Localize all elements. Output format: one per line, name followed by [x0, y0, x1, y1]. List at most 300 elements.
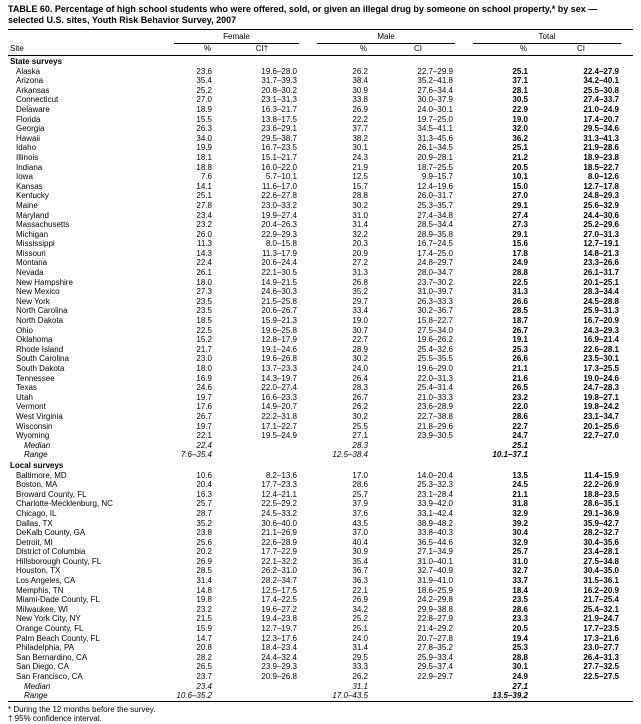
- female-pct-cell: 19.7: [196, 421, 212, 431]
- female-pct-cell: 16.9: [196, 373, 212, 383]
- total-pct-cell: 27.3: [512, 220, 528, 230]
- male-ci-cell: 22.8–27.9: [417, 614, 453, 624]
- column-group-row: [8, 30, 633, 45]
- male-pct-cell: 37.9: [352, 499, 368, 509]
- male-pct-cell: 28.9: [352, 344, 368, 354]
- male-pct-cell: 31.3: [352, 268, 368, 278]
- table-row: [8, 528, 633, 538]
- total-ci-cell: 25.2–29.6: [583, 220, 619, 230]
- table-row: [8, 124, 633, 134]
- table-row: [8, 383, 633, 393]
- table-row: [8, 412, 633, 422]
- total-pct-cell: 32.7: [512, 566, 528, 576]
- female-ci-cell: 19.5–24.9: [261, 431, 297, 441]
- female-ci-cell: 19.6–25.8: [261, 325, 297, 335]
- male-ci-cell: 38.9–48.2: [417, 518, 453, 528]
- male-ci-cell: 35.2–41.8: [417, 76, 453, 86]
- male-pct-cell: 28.3: [352, 440, 368, 450]
- total-ci-cell: 17.4–20.7: [583, 114, 619, 124]
- site-cell: San Diego, CA: [16, 662, 69, 672]
- male-pct-cell: 29.7: [352, 296, 368, 306]
- male-ci-cell: 19.7–25.0: [417, 114, 453, 124]
- female-pct-cell: 27.0: [196, 95, 212, 105]
- table-row: [8, 480, 633, 490]
- male-ci-cell: [379, 691, 467, 701]
- female-ci-cell: 12.5–17.5: [261, 585, 297, 595]
- female-pct-cell: 24.6: [196, 383, 212, 393]
- male-ci-cell: 27.6–34.4: [417, 85, 453, 95]
- male-pct-cell: 26.7: [352, 392, 368, 402]
- total-pct-cell: 33.7: [512, 576, 528, 586]
- female-ci-cell: 8.2–13.6: [265, 470, 297, 480]
- female-ci-cell: 19.4–23.8: [261, 614, 297, 624]
- female-ci-cell: 14.9–20.7: [261, 402, 297, 412]
- female-pct-cell: 22.4: [196, 440, 212, 450]
- male-pct-cell: 24.0: [352, 364, 368, 373]
- total-pct-cell: 13.5: [512, 470, 528, 480]
- total-ci-cell: 17.7–23.5: [583, 624, 619, 634]
- site-cell: Charlotte-Mecklenburg, NC: [16, 499, 113, 509]
- site-cell: San Bernardino, CA: [16, 652, 88, 662]
- male-pct-cell: 25.7: [352, 489, 368, 499]
- female-ci-cell: 19.6–28.0: [261, 66, 297, 76]
- total-ci-cell: 11.4–15.9: [583, 470, 619, 480]
- total-ci-cell: [539, 450, 633, 460]
- male-pct-cell: 15.7: [352, 181, 368, 191]
- female-group-label: Female: [174, 32, 299, 44]
- male-ci-cell: 22.9–29.7: [417, 672, 453, 681]
- male-pct-cell: 26.9: [352, 104, 368, 114]
- male-ci-cell: 25.3–32.3: [417, 480, 453, 490]
- total-ci-cell: 22.4–27.9: [583, 66, 619, 76]
- male-ci-cell: 23.9–30.5: [417, 431, 453, 441]
- female-pct-cell: 35.4: [196, 76, 212, 86]
- total-ci-cell: [539, 682, 633, 692]
- site-cell: Median: [24, 681, 51, 691]
- total-pct-cell: 28.1: [512, 85, 528, 95]
- site-cell: Arizona: [16, 76, 44, 86]
- total-pct-cell: 29.1: [512, 229, 528, 239]
- male-pct-cell: 30.2: [352, 200, 368, 210]
- total-pct-cell: 21.2: [512, 152, 528, 162]
- total-pct-cell: 24.9: [512, 258, 528, 268]
- female-pct-cell: 14.7: [196, 633, 212, 643]
- male-ci-cell: 26.1–34.5: [417, 143, 453, 153]
- table-row: [8, 499, 633, 509]
- total-pct-cell: 37.1: [512, 76, 528, 86]
- male-pct-cell: 26.2: [352, 402, 368, 412]
- site-cell: Illinois: [16, 152, 39, 162]
- female-pct-cell: 21.5: [196, 614, 212, 624]
- male-ci-cell: 28.0–34.7: [417, 268, 453, 278]
- male-ci-cell: 22.7–29.9: [417, 66, 453, 76]
- total-ci-cell: 18.8–23.5: [583, 489, 619, 499]
- total-ci-cell: 12.7–19.1: [583, 239, 619, 249]
- female-pct-cell: 23.4: [196, 681, 212, 691]
- table-row: [8, 538, 633, 548]
- total-ci-cell: 16.9–21.4: [583, 335, 619, 345]
- site-cell: Range: [24, 450, 48, 460]
- total-pct-cell: 25.1: [512, 143, 528, 153]
- female-ci-cell: 19.6–27.2: [261, 604, 297, 614]
- male-pct-cell: 30.2: [352, 411, 368, 421]
- male-ci-cell: 25.3–35.7: [417, 200, 453, 210]
- total-pct-cell: 21.1: [512, 364, 528, 373]
- female-ci-cell: 14.9–21.5: [261, 277, 297, 287]
- total-ci-cell: 25.5–30.8: [583, 85, 619, 95]
- table-row: [8, 86, 633, 96]
- table-row: [8, 268, 633, 278]
- footnote-confidence-interval: † 95% confidence interval.: [8, 714, 102, 724]
- site-cell: Broward County, FL: [16, 489, 87, 499]
- female-pct-cell: 22.1: [196, 431, 212, 441]
- table-row: [8, 153, 633, 163]
- male-ci-cell: 22.0–31.3: [417, 373, 453, 383]
- male-ci-cell: [379, 450, 467, 460]
- female-ci-cell: 16.7–23.5: [261, 143, 297, 153]
- male-ci-cell: 21.8–29.6: [417, 421, 453, 431]
- site-cell: Ohio: [16, 325, 33, 335]
- table-row: [8, 163, 633, 173]
- section-header-row: [8, 460, 633, 471]
- total-pct-cell: 31.8: [512, 499, 528, 509]
- total-ci-cell: 28.2–32.7: [583, 528, 619, 538]
- total-ci-cell: 19.8–24.2: [583, 402, 619, 412]
- female-ci-cell: 22.1–32.2: [261, 556, 297, 566]
- total-pct-cell: 31.3: [512, 287, 528, 297]
- male-pct-cell: 26.2: [352, 66, 368, 76]
- total-pct-cell: 27.4: [512, 210, 528, 220]
- table-row: [8, 624, 633, 634]
- male-ci-cell: 36.5–44.6: [417, 537, 453, 547]
- table-row: [8, 471, 633, 481]
- site-cell: Oklahoma: [16, 335, 53, 345]
- site-cell: Los Angeles, CA: [16, 576, 76, 586]
- site-cell: Utah: [16, 392, 33, 402]
- female-pct-cell: 23.0: [196, 354, 212, 364]
- table-row: [8, 634, 633, 644]
- female-ci-cell: 23.1–31.3: [261, 95, 297, 105]
- female-ci-cell: 23.9–29.3: [261, 662, 297, 672]
- site-cell: Alaska: [16, 66, 41, 76]
- female-pct-cell: 19.7: [196, 392, 212, 402]
- female-pct-cell: 25.1: [196, 191, 212, 201]
- male-ci-cell: 31.3–45.6: [417, 133, 453, 143]
- total-ci-cell: 22.2–26.9: [583, 480, 619, 490]
- male-pct-cell: 30.2: [352, 354, 368, 364]
- male-ci-cell: 30.0–37.9: [417, 95, 453, 105]
- male-ci-cell: 22.7–38.8: [417, 411, 453, 421]
- site-cell: District of Columbia: [16, 547, 86, 557]
- site-cell: Missouri: [16, 248, 46, 258]
- site-cell: North Carolina: [16, 306, 68, 316]
- female-pct-cell: 14.1: [196, 181, 212, 191]
- female-pct-cell: 15.5: [196, 114, 212, 124]
- total-ci-cell: 23.4–28.1: [583, 547, 619, 557]
- table-row: [8, 653, 633, 663]
- female-ci-cell: 16.6–23.3: [261, 392, 297, 402]
- total-pct-cell: 21.6: [512, 373, 528, 383]
- total-pct-cell: 15.0: [512, 181, 528, 191]
- site-cell: DeKalb County, GA: [16, 528, 86, 538]
- total-ci-cell: 21.9–24.7: [583, 614, 619, 624]
- total-pct-cell: 26.6: [512, 296, 528, 306]
- table-row: [8, 566, 633, 576]
- male-pct-cell: 31.4: [352, 643, 368, 653]
- female-pct-cell: 14.8: [196, 585, 212, 595]
- total-ci-cell: 24.4–30.6: [583, 210, 619, 220]
- male-pct-cell: 33.4: [352, 306, 368, 316]
- total-ci-cell: 19.8–27.1: [583, 392, 619, 402]
- total-ci-header: CI: [539, 44, 633, 56]
- total-ci-cell: 22.6–28.1: [583, 344, 619, 354]
- total-pct-cell: 39.2: [512, 518, 528, 528]
- female-ci-cell: 15.1–21.7: [261, 152, 297, 162]
- site-cell: Massachusetts: [16, 220, 70, 230]
- site-cell: Idaho: [16, 143, 37, 153]
- site-cell: Miami-Dade County, FL: [16, 595, 100, 605]
- table-row: [8, 316, 633, 326]
- male-pct-cell: 22.7: [352, 335, 368, 345]
- total-ci-cell: [539, 691, 633, 701]
- site-cell: Nevada: [16, 268, 44, 278]
- female-pct-cell: 23.6: [196, 66, 212, 76]
- male-pct-cell: 40.4: [352, 537, 368, 547]
- male-pct-cell: 25.2: [352, 614, 368, 624]
- table-row: [8, 393, 633, 403]
- total-ci-cell: 18.9–23.8: [583, 152, 619, 162]
- site-cell: South Dakota: [16, 364, 65, 373]
- section-label: Local surveys: [10, 460, 64, 470]
- female-pct-cell: 28.7: [196, 508, 212, 518]
- female-pct-cell: 20.8: [196, 643, 212, 653]
- table-row: [8, 278, 633, 288]
- male-pct-cell: 20.9: [352, 248, 368, 258]
- table-row: [8, 115, 633, 125]
- female-ci-cell: [223, 441, 311, 451]
- total-ci-cell: 21.7–25.4: [583, 595, 619, 605]
- total-pct-cell: 10.1–37.1: [492, 450, 528, 460]
- male-ci-cell: 21.0–33.3: [417, 392, 453, 402]
- total-pct-cell: 36.2: [512, 133, 528, 143]
- site-cell: Maryland: [16, 210, 49, 220]
- total-ci-cell: 23.1–34.7: [583, 411, 619, 421]
- male-pct-cell: 17.0: [352, 470, 368, 480]
- male-pct-cell: 28.3: [352, 383, 368, 393]
- female-pct-cell: 23.8: [196, 528, 212, 538]
- total-group-label: Total: [473, 32, 621, 44]
- male-ci-cell: 21.4–29.2: [417, 624, 453, 634]
- site-cell: Michigan: [16, 229, 49, 239]
- female-ci-cell: 23.6–29.1: [261, 124, 297, 134]
- female-ci-cell: 20.6–24.4: [261, 258, 297, 268]
- female-pct-cell: 18.8: [196, 162, 212, 172]
- female-pct-cell: 28.5: [196, 566, 212, 576]
- section-header-row: [8, 56, 633, 67]
- female-ci-cell: 21.1–26.9: [261, 528, 297, 538]
- site-cell: Tennessee: [16, 373, 55, 383]
- male-ci-cell: 18.6–25.9: [417, 585, 453, 595]
- male-pct-cell: 38.4: [352, 76, 368, 86]
- male-pct-cell: 25.5: [352, 421, 368, 431]
- table-row: [8, 335, 633, 345]
- summary-row: [8, 682, 633, 692]
- table-row: [8, 345, 633, 355]
- female-pct-cell: 34.0: [196, 133, 212, 143]
- female-ci-cell: [223, 682, 311, 692]
- site-cell: West Virginia: [16, 411, 63, 421]
- total-pct-cell: 13.5–39.2: [492, 691, 528, 701]
- male-ci-cell: 27.8–35.2: [417, 643, 453, 653]
- female-ci-cell: 22.1–30.5: [261, 268, 297, 278]
- table-row: [8, 287, 633, 297]
- female-ci-cell: 19.6–26.8: [261, 354, 297, 364]
- table-row: [8, 297, 633, 307]
- total-ci-cell: 17.3–21.6: [583, 633, 619, 643]
- site-cell: New York: [16, 296, 50, 306]
- table-row: [8, 249, 633, 259]
- table-row: [8, 509, 633, 519]
- total-ci-cell: 19.0–24.6: [583, 373, 619, 383]
- total-pct-cell: 20.5: [512, 624, 528, 634]
- total-ci-cell: 27.0–31.3: [583, 229, 619, 239]
- male-ci-cell: 14.0–20.4: [417, 470, 453, 480]
- total-ci-cell: 25.6–32.9: [583, 200, 619, 210]
- female-pct-cell: 20.4: [196, 480, 212, 490]
- female-pct-cell: 15.2: [196, 335, 212, 345]
- male-ci-cell: 29.9–38.8: [417, 604, 453, 614]
- male-pct-cell: 33.8: [352, 95, 368, 105]
- male-pct-header: %: [311, 44, 379, 56]
- male-ci-header: CI: [379, 44, 467, 56]
- total-pct-cell: 26.5: [512, 383, 528, 393]
- total-ci-cell: 24.7–28.3: [583, 383, 619, 393]
- male-pct-cell: 37.7: [352, 124, 368, 134]
- total-pct-cell: 15.6: [512, 239, 528, 249]
- total-pct-cell: 18.7: [512, 316, 528, 326]
- male-pct-cell: 24.0: [352, 633, 368, 643]
- total-pct-cell: 20.5: [512, 162, 528, 172]
- male-pct-cell: 26.2: [352, 672, 368, 681]
- total-pct-cell: 22.9: [512, 104, 528, 114]
- female-pct-cell: 18.1: [196, 152, 212, 162]
- site-cell: Hawaii: [16, 133, 41, 143]
- total-pct-cell: 24.7: [512, 431, 528, 441]
- female-ci-cell: 22.0–27.4: [261, 383, 297, 393]
- summary-row: [8, 450, 633, 460]
- site-cell: Boston, MA: [16, 480, 58, 490]
- site-cell: South Carolina: [16, 354, 69, 364]
- site-cell: Mississippi: [16, 239, 55, 249]
- male-ci-cell: 20.7–27.8: [417, 633, 453, 643]
- male-ci-cell: 24.8–29.7: [417, 258, 453, 268]
- total-pct-cell: 28.5: [512, 306, 528, 316]
- table-row: [8, 586, 633, 596]
- male-ci-cell: 12.4–19.6: [417, 181, 453, 191]
- female-pct-cell: 19.9: [196, 143, 212, 153]
- female-pct-cell: 18.0: [196, 277, 212, 287]
- male-pct-cell: 26.9: [352, 595, 368, 605]
- male-ci-cell: 31.9–41.0: [417, 576, 453, 586]
- site-cell: Orange County, FL: [16, 624, 84, 634]
- female-pct-cell: 22.4: [196, 258, 212, 268]
- total-ci-cell: 24.8–29.3: [583, 191, 619, 201]
- male-ci-cell: 34.5–41.1: [417, 124, 453, 134]
- male-pct-cell: 38.2: [352, 133, 368, 143]
- female-pct-cell: 21.7: [196, 344, 212, 354]
- female-pct-cell: 15.9: [196, 624, 212, 634]
- total-pct-cell: 22.7: [512, 421, 528, 431]
- male-pct-cell: 26.8: [352, 277, 368, 287]
- male-group-header: [311, 30, 467, 45]
- total-ci-cell: 31.3–41.3: [583, 133, 619, 143]
- male-ci-cell: 23.7–30.2: [417, 277, 453, 287]
- male-ci-cell: 29.5–37.4: [417, 662, 453, 672]
- site-cell: Georgia: [16, 124, 45, 134]
- female-pct-cell: 25.2: [196, 85, 212, 95]
- female-ci-cell: 21.5–25.8: [261, 296, 297, 306]
- total-ci-cell: 24.3–29.3: [583, 325, 619, 335]
- male-ci-cell: 26.0–31.7: [417, 191, 453, 201]
- male-ci-cell: [379, 682, 467, 692]
- table-row: [8, 220, 633, 230]
- site-header-spacer: [8, 30, 168, 45]
- female-pct-header: %: [168, 44, 223, 56]
- female-pct-cell: 10.6–35.2: [176, 691, 212, 701]
- total-ci-cell: 18.5–22.7: [583, 162, 619, 172]
- total-pct-cell: 18.4: [512, 585, 528, 595]
- table-row: [8, 230, 633, 240]
- total-pct-cell: 25.7: [512, 547, 528, 557]
- female-ci-cell: 26.2–31.0: [261, 566, 297, 576]
- female-ci-cell: 16.3–21.7: [261, 104, 297, 114]
- total-ci-cell: 27.4–33.7: [583, 95, 619, 105]
- total-group-header: [467, 30, 633, 45]
- male-pct-cell: 35.2: [352, 287, 368, 297]
- male-ci-cell: 20.9–28.1: [417, 152, 453, 162]
- table-row: [8, 402, 633, 412]
- male-pct-cell: 35.4: [352, 556, 368, 566]
- male-pct-cell: 37.6: [352, 508, 368, 518]
- male-pct-cell: 33.3: [352, 662, 368, 672]
- female-ci-cell: 23.0–33.2: [261, 200, 297, 210]
- total-pct-cell: 28.8: [512, 268, 528, 278]
- female-ci-cell: 18.4–23.4: [261, 643, 297, 653]
- male-pct-cell: 36.7: [352, 566, 368, 576]
- female-pct-cell: 25.6: [196, 537, 212, 547]
- female-pct-cell: 26.9: [196, 556, 212, 566]
- total-pct-cell: 17.8: [512, 248, 528, 258]
- male-ci-cell: 19.6–29.0: [417, 364, 453, 373]
- total-pct-cell: 19.4: [512, 633, 528, 643]
- male-pct-cell: 21.9: [352, 162, 368, 172]
- total-pct-cell: 30.4: [512, 528, 528, 538]
- total-ci-cell: 24.5–28.8: [583, 296, 619, 306]
- male-pct-cell: 43.5: [352, 518, 368, 528]
- total-ci-cell: 35.9–42.7: [583, 518, 619, 528]
- table-row: [8, 143, 633, 153]
- male-pct-cell: 30.9: [352, 547, 368, 557]
- female-ci-cell: 19.9–27.4: [261, 210, 297, 220]
- female-pct-cell: 23.4: [196, 210, 212, 220]
- female-pct-cell: 26.0: [196, 229, 212, 239]
- female-ci-cell: 11.6–17.0: [262, 181, 297, 191]
- site-cell: Montana: [16, 258, 48, 268]
- total-ci-cell: 26.1–31.7: [583, 268, 619, 278]
- female-ci-cell: 15.9–21.3: [261, 316, 297, 326]
- site-cell: Hillsborough County, FL: [16, 556, 102, 566]
- male-ci-cell: 24.0–30.1: [417, 104, 453, 114]
